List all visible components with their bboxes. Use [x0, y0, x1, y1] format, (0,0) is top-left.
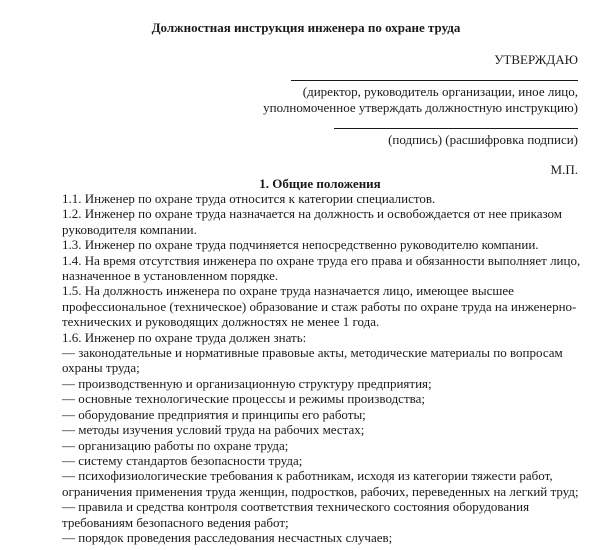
document-title: Должностная инструкция инженера по охране труда [151, 20, 461, 35]
paragraph: 1.2. Инженер по охране труда назначается на должность и освобождается от нее приказом руководителя компании. [62, 206, 563, 237]
list-item: — организацию работы по охране труда; [62, 437, 289, 453]
paragraph: 1.4. На время отсутствия инженера по охране труда его права и обязанности выполняет лицо, назначенное в установленном порядке. [62, 252, 581, 284]
section-title: 1. Общие положения [259, 176, 381, 191]
paragraph: 1.6. Инженер по охране труда должен знать: [62, 329, 307, 345]
signature-line [334, 128, 578, 129]
list-item: — психофизиологические требования к работникам, исходя из категории тяжести работ, ограничения применения труда женщин, подростков, рабочих, переведенных на легкий труд; [62, 468, 579, 499]
section-content [62, 191, 582, 545]
list-item: — систему стандартов безопасности труда; [62, 452, 303, 468]
paragraph: 1.3. Инженер по охране труда подчиняется непосредственно руководителю компании. [62, 237, 539, 253]
director-caption-line2: уполномоченное утверждать должностную инструкцию) [263, 100, 578, 115]
list-item: — порядок проведения расследования несчастных случаев; [62, 529, 393, 545]
director-signature-line [291, 80, 578, 81]
list-item: — основные технологические процессы и режимы производства; [62, 391, 425, 407]
signature-caption: (подпись) (расшифровка подписи) [388, 132, 578, 147]
list-item: — законодательные и нормативные правовые акты, методические материалы по вопросам охраны труда; [62, 345, 563, 376]
list-item: — методы изучения условий труда на рабочих местах; [62, 422, 365, 438]
director-caption-line1: (директор, руководитель организации, иное лицо, [302, 84, 578, 99]
list-item: — правила и средства контроля соответствия технического состояния оборудования требованиям безопасного ведения работ; [62, 499, 530, 530]
stamp-label: М.П. [550, 162, 578, 177]
approve-label: УТВЕРЖДАЮ [494, 52, 578, 67]
list-item: — оборудование предприятия и принципы его работы; [62, 406, 366, 422]
director-caption [263, 84, 578, 116]
list-item: — производственную и организационную структуру предприятия; [62, 375, 432, 391]
paragraph: 1.1. Инженер по охране труда относится к категории специалистов. [62, 191, 436, 206]
paragraph: 1.5. На должность инженера по охране труда назначается лицо, имеющее высшее профессиональное (техническое) образование и стаж работы по охране труда на инженерно-технических и руководящих должностях не менее 1 года. [62, 283, 577, 330]
